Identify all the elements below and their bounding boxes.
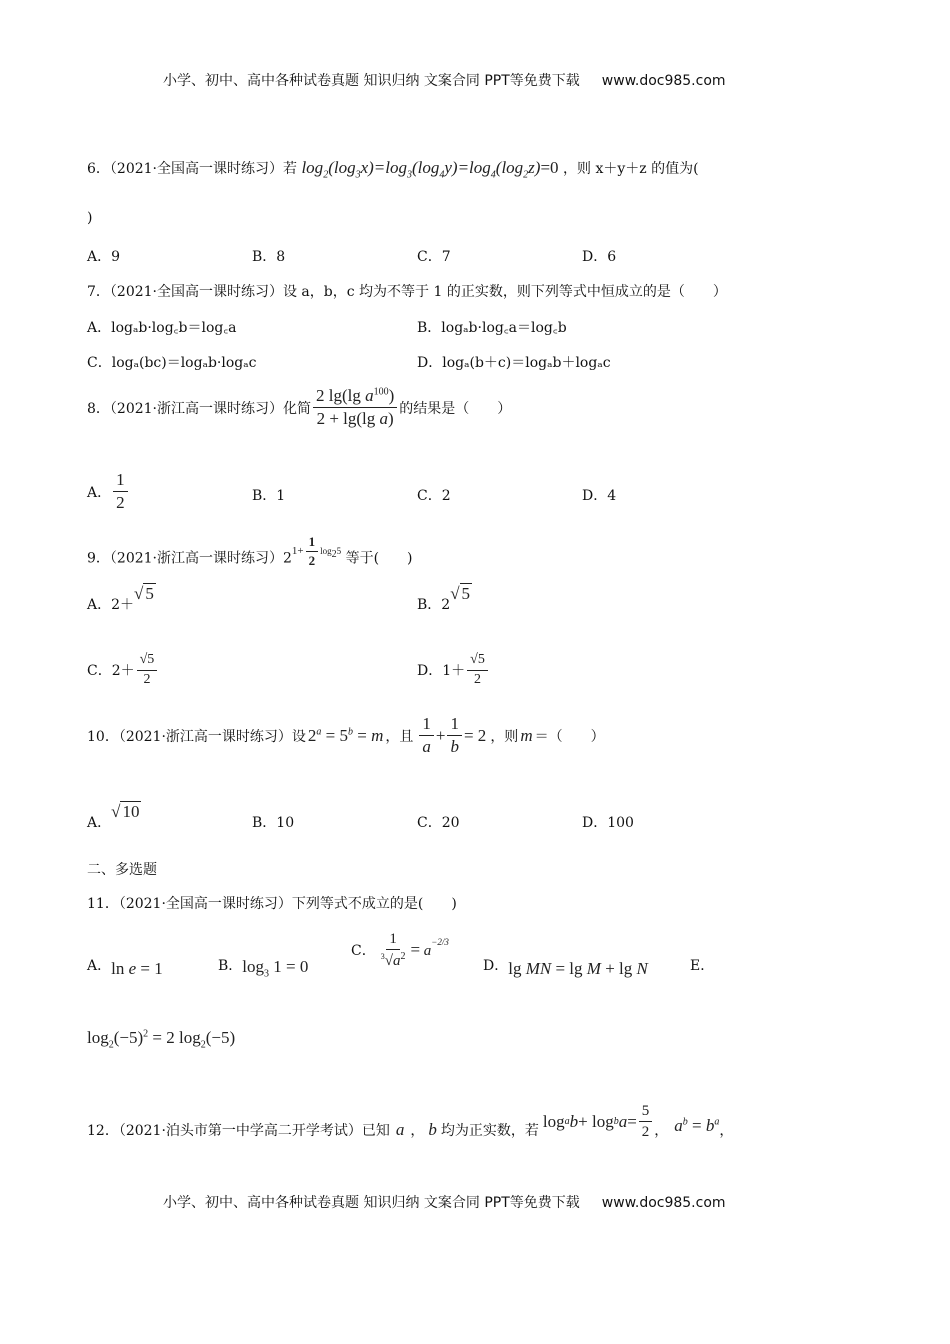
question-6-prefix: 6．（2021·全国高一课时练习）若 [87,161,297,177]
question-8-fraction: $\frac{2 \lg(\lg a^{100})}{\text{2 + lg(lg a)}}$ [313,386,397,430]
question-12-condition: log a b + log b a = $\frac{5}{2}$ [543,1102,654,1141]
question-6-suffix: ，则 x＋y＋z 的值为( [563,161,699,177]
question-10-condition: $\frac{1}{a}$ + $\frac{1}{b}$ = 2 [417,714,486,758]
question-11-option-b [218,955,309,980]
question-10-blank: ＝（ ） [534,728,605,745]
footer-url[interactable]: www.doc985.com [601,1195,726,1211]
question-10 [87,714,605,758]
question-9-option-b-root: √ 5 [450,584,471,603]
question-8-option-d: D．4 [582,488,617,504]
question-9-option-a-label: A．2＋ [87,597,135,613]
question-11-option-b-label: B． [218,958,243,974]
question-6-option-a: A．9 [87,249,121,265]
question-10-variable: m [520,725,533,745]
question-9-option-c-fraction: $\frac{√5}{2}$ [137,652,158,689]
question-6-option-d: D．6 [582,249,617,265]
question-11-stem: 11．（2021·全国高一课时练习）下列等式不成立的是( ) [87,896,457,912]
question-10-prefix: 10．（2021·浙江高一课时练习）设 [87,728,306,745]
question-10-option-a-label: A． [87,815,112,831]
header-url[interactable]: www.doc985.com [601,73,726,89]
question-10-equation: 2$^a$ = 5$^b$ = m [307,725,384,745]
question-12-mid: 均为正实数，若 [440,1122,539,1139]
question-10-mid: ，且 [385,728,414,745]
question-8-suffix: 的结果是（ ） [399,400,512,417]
question-7-option-b: B．logₐb·log꜀a＝log꜀b [417,320,567,336]
question-11-option-c-label: C． [351,943,376,959]
question-8-option-a-fraction: $\frac{1}{2}$ [113,470,128,514]
question-8-option-c: C．2 [417,488,451,504]
question-12: 12．（2021·泊头市第一中学高二开学考试）已知 a ， b 均为正实数，若 log a b + log b a = $\frac{5}{2}$ ， $a^b = b^a$ ， [87,1103,734,1140]
question-9-prefix: 9．（2021·浙江高一课时练习）2 [87,550,292,567]
question-6-option-b: B．8 [252,249,286,265]
question-9-suffix: 等于( ) [345,550,413,567]
question-7-option-a: A．logₐb·log꜀b＝log꜀a [87,320,237,336]
question-10-suffix: ，则 [490,728,519,745]
question-11-option-a [87,955,163,978]
question-9-option-b [417,584,472,614]
question-8-option-b: B．1 [252,488,286,504]
question-8-prefix: 8．（2021·浙江高一课时练习）化简 [87,400,311,417]
question-8-option-a-label: A． [87,484,112,501]
question-11-option-b-math: $\log_3 1 = 0$ [242,957,309,980]
question-9-option-d [417,652,490,689]
question-12-tail: ， [719,1122,734,1139]
question-9-option-d-fraction: $\frac{√5}{2}$ [467,652,488,689]
question-9-option-a-root: √ 5 [134,584,154,603]
question-12-prefix: 12．（2021·泊头市第一中学高二开学考试）已知 [87,1122,390,1139]
question-11-option-e: E． [690,958,715,974]
footer-text: 小学、初中、高中各种试卷真题 知识归纳 文案合同 PPT等免费下载 [163,1195,580,1211]
question-9-option-a [87,584,156,614]
question-10-option-d: D．100 [582,815,634,831]
question-8-option-a [87,470,130,514]
question-7-option-c: C．logₐ(bc)＝logₐb·logₐc [87,355,257,371]
question-11-option-d [483,955,648,978]
question-6-close: ) [87,210,93,226]
question-12-var-a: a [395,1119,405,1139]
question-11-option-e-math: $\log_2(-5)^2 = 2$ $\log_2(-5)$ [87,1028,236,1051]
question-9-option-d-label: D．1＋ [417,663,466,680]
question-12-var-b: b [428,1119,437,1139]
question-11-option-c-rhs: = $a^{-2/3}$ [410,937,449,959]
question-9-option-c [87,652,159,689]
question-9-option-c-label: C．2＋ [87,663,135,680]
question-11-option-c [351,930,449,970]
question-10-option-a [87,802,141,832]
question-9-exponent: 1+ 1 2 log25 [291,534,342,568]
question-11-option-d-label: D． [483,958,509,974]
page-header [163,70,726,90]
question-9 [87,534,413,577]
question-11-option-c-fraction: $\frac{1}{^3√a^2}$ [380,931,406,969]
question-12-power: $a^b = b^a$ [674,1115,720,1135]
question-8 [87,386,511,430]
question-7-option-d: D．logₐ(b＋c)＝logₐb＋logₐc [417,355,611,371]
question-10-option-a-root: √ 10 [111,802,140,821]
question-11-option-d-math: lg MN = lg M + lg N [508,959,648,978]
question-12-separator: ， [654,1122,669,1139]
question-11-option-a-label: A． [87,958,112,974]
question-7-stem: 7．（2021·全国高一课时练习）设 a，b，c 均为不等于 1 的正实数，则下列等式中恒成立的是（ ） [87,284,727,300]
section-title-multiple-choice: 二、多选题 [87,862,157,878]
page-footer [163,1192,726,1212]
question-6 [87,148,699,195]
header-text: 小学、初中、高中各种试卷真题 知识归纳 文案合同 PPT等免费下载 [163,73,580,89]
question-6-option-c: C．7 [417,249,451,265]
question-9-option-b-label: B．2 [417,597,451,613]
question-10-option-b: B．10 [252,815,295,831]
question-11-option-a-math: ln e = 1 [111,959,163,978]
question-6-equation: $\log_2(\log_3x)=\log_3(\log_4y)=\log_4(\log_2z)=0$ [301,158,559,181]
question-10-option-c: C．20 [417,815,460,831]
